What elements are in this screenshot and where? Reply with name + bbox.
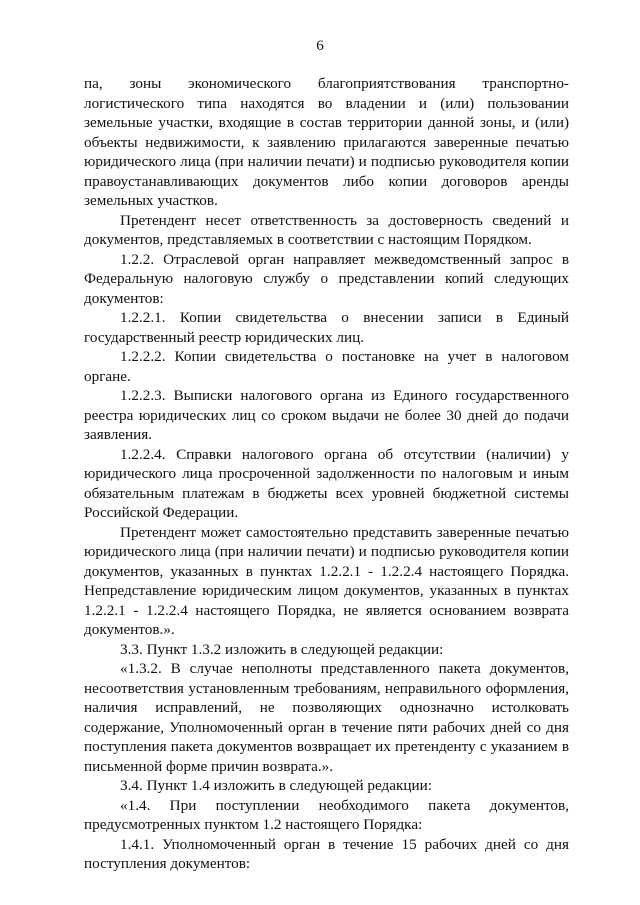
paragraph: 1.2.2.1. Копии свидетельства о внесении записи в Единый государственный реестр юридических лиц. bbox=[84, 309, 569, 346]
paragraph: 1.2.2. Отраслевой орган направляет межведомственный запрос в Федеральную налоговую службу о представлении копий следующих документов: bbox=[84, 250, 569, 307]
paragraph: Претендент несет ответственность за достоверность сведений и документов, представляемых в соответствии с настоящим Порядком. bbox=[84, 211, 569, 248]
paragraph: 1.4.1. Уполномоченный орган в течение 15 рабочих дней со дня поступления документов: bbox=[84, 835, 569, 872]
paragraph: Претендент может самостоятельно представить заверенные печатью юридического лица (при наличии печати) и подписью руководителя копии документов, указанных в пунктах 1.2.2.1 - 1.2.2.4 настоящего Порядка. Непредставление юридическим лицом документов, указанных в пунктах 1.2.2.1 - 1.2.2.4 настоящего Порядка, не является основанием возврата документов.». bbox=[84, 523, 569, 638]
page-number: 6 bbox=[316, 38, 324, 54]
paragraph: «1.4. При поступлении необходимого пакета документов, предусмотренных пунктом 1.2 настоящего Порядка: bbox=[84, 796, 569, 833]
paragraph: 1.2.2.3. Выписки налогового органа из Единого государственного реестра юридических лиц со сроком выдачи не более 30 дней до подачи заявления. bbox=[84, 387, 569, 443]
paragraph: 3.3. Пункт 1.3.2 изложить в следующей редакции: bbox=[120, 640, 444, 658]
paragraph: 1.2.2.4. Справки налогового органа об отсутствии (наличии) у юридического лица просроченной задолженности по налоговым и иным обязательным платежам в бюджеты всех уровней бюджетной системы Российской Федерации. bbox=[84, 445, 569, 521]
paragraph: па, зоны экономического благоприятствования транспортно-логистического типа находятся во владении и (или) пользовании земельные участки, входящие в состав территории данной зоны, и (или) объекты недвижимости, к заявлению прилагаются заверенные печатью юридического лица (при наличии печати) и подписью руководителя копии правоустанавливающих документов либо копии договоров аренды земельных участков. bbox=[84, 75, 569, 209]
paragraph: 1.2.2.2. Копии свидетельства о постановке на учет в налоговом органе. bbox=[84, 348, 569, 385]
paragraph: «1.3.2. В случае неполноты представленного пакета документов, несоответствия установленным требованиям, неправильного оформления, наличия исправлений, не позволяющих однозначно истолковать содержание, Уполномоченный орган в течение пяти рабочих дней со дня поступления пакета документов возвращает их претенденту с указанием в письменной форме причин возврата.». bbox=[84, 660, 569, 775]
document-body bbox=[84, 74, 569, 874]
paragraph: 3.4. Пункт 1.4 изложить в следующей редакции: bbox=[120, 777, 433, 794]
